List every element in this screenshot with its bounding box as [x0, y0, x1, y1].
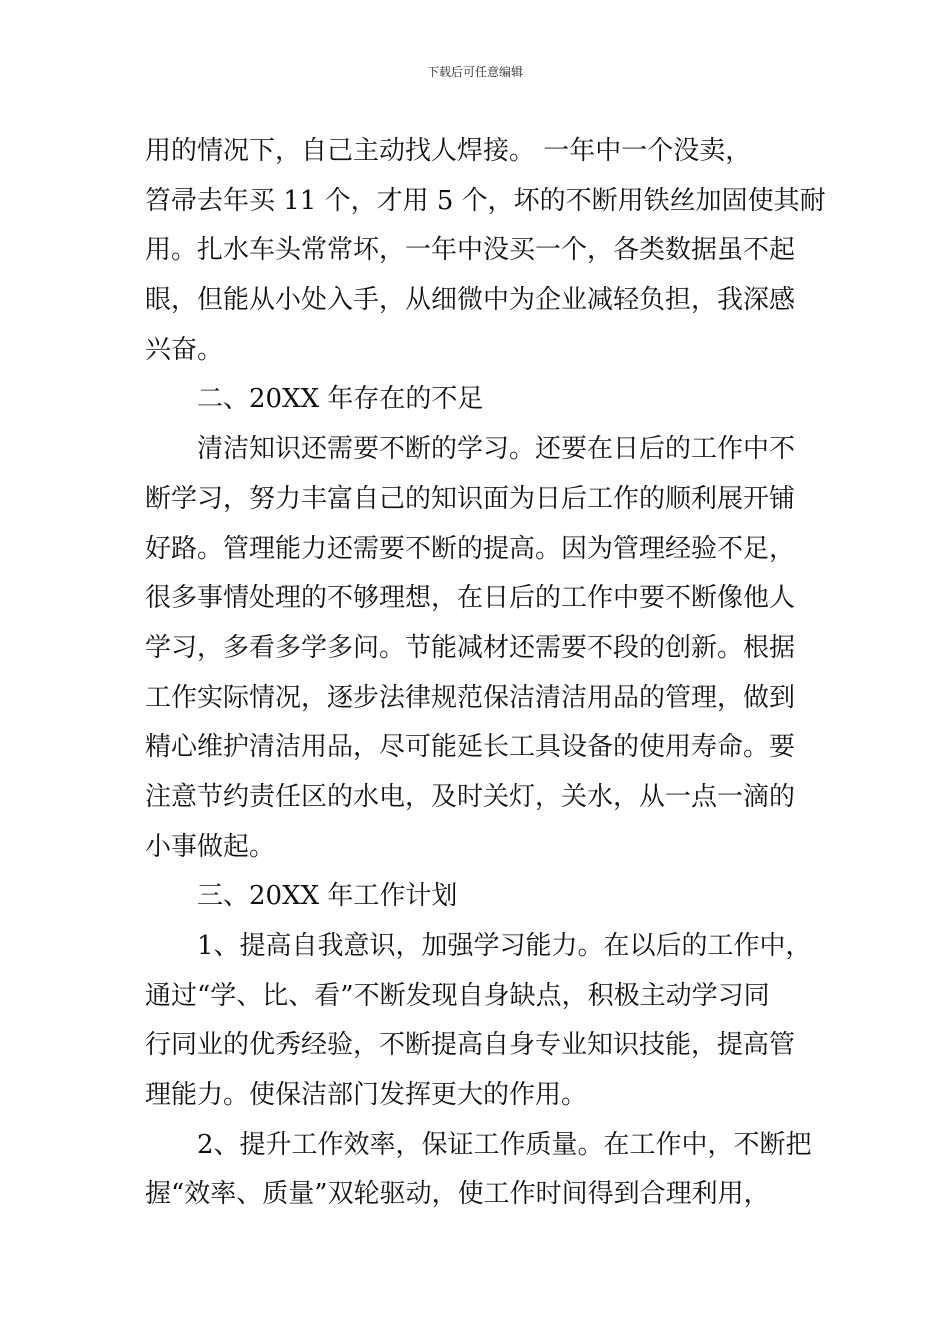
- body-line: 小事做起。: [145, 831, 276, 862]
- body-line: 用。扎水车头常常坏，一年中没买一个，各类数据虽不起: [145, 235, 796, 266]
- header-note: 下载后可任意编辑: [426, 65, 523, 79]
- body-line: 通过“学、比、看”不断发现自身缺点，积极主动学习同: [145, 980, 770, 1011]
- body-line: 笤帚去年买 11 个，才用 5 个，坏的不断用铁丝加固使其耐: [145, 185, 826, 216]
- body-line: 2、提升工作效率，保证工作质量。在工作中，不断把: [197, 1129, 812, 1160]
- body-line: 注意节约责任区的水电，及时关灯，关水，从一点一滴的: [145, 781, 796, 812]
- body-line: 握“效率、质量”双轮驱动，使工作时间得到合理利用，: [145, 1179, 770, 1210]
- document-body: [145, 127, 826, 1220]
- body-line: 用的情况下，自己主动找人焊接。 一年中一个没卖，: [145, 136, 752, 166]
- body-line: 兴奋。: [145, 334, 224, 365]
- body-line: 1、提高自我意识，加强学习能力。在以后的工作中，: [197, 931, 812, 961]
- section-heading: 三、20XX 年工作计划: [197, 881, 458, 912]
- body-line: 工作实际情况，逐步法律规范保洁清洁用品的管理，做到: [145, 682, 796, 713]
- body-line: 精心维护清洁用品，尽可能延长工具设备的使用寿命。要: [145, 732, 796, 763]
- body-line: 眼，但能从小处入手，从细微中为企业减轻负担，我深感: [145, 285, 796, 316]
- body-line: 学习，多看多学多问。节能减材还需要不段的创新。根据: [145, 632, 796, 663]
- body-line: 理能力。使保洁部门发挥更大的作用。: [145, 1080, 588, 1111]
- body-line: 断学习，努力丰富自己的知识面为日后工作的顺利展开铺: [145, 483, 796, 514]
- section-heading: 二、20XX 年存在的不足: [197, 384, 484, 415]
- body-line: 很多事情处理的不够理想，在日后的工作中要不断像他人: [145, 583, 796, 614]
- body-line: 清洁知识还需要不断的学习。还要在日后的工作中不: [197, 434, 796, 465]
- body-line: 行同业的优秀经验，不断提高自身专业知识技能，提高管: [145, 1030, 796, 1061]
- body-line: 好路。管理能力还需要不断的提高。因为管理经验不足，: [145, 533, 796, 564]
